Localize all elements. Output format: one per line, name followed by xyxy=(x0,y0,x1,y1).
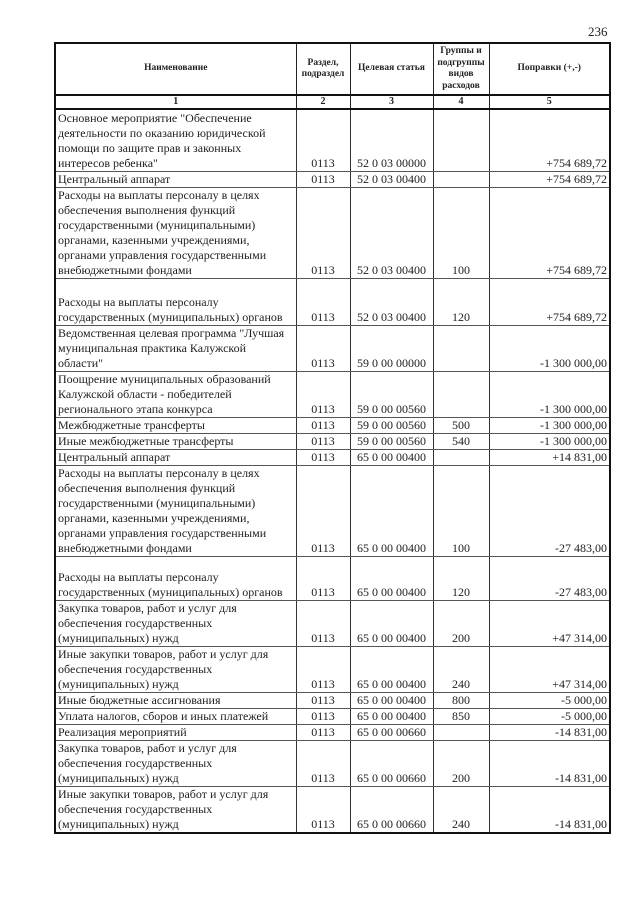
row-section: 0113 xyxy=(296,109,350,171)
row-group: 240 xyxy=(433,646,489,692)
row-name: Основное мероприятие "Обеспечение деятельности по оказанию юридической помощи по защите прав и законных интересов ребенка" xyxy=(55,109,296,171)
row-amount: -14 831,00 xyxy=(489,740,610,786)
row-amount: -5 000,00 xyxy=(489,692,610,708)
row-group: 800 xyxy=(433,692,489,708)
row-group xyxy=(433,325,489,371)
row-section: 0113 xyxy=(296,417,350,433)
table-row xyxy=(55,786,610,833)
header-section: Раздел, подраздел xyxy=(296,43,350,95)
row-amount: -14 831,00 xyxy=(489,724,610,740)
row-amount: -27 483,00 xyxy=(489,465,610,556)
table-row xyxy=(55,171,610,187)
row-section: 0113 xyxy=(296,171,350,187)
row-amount: -1 300 000,00 xyxy=(489,371,610,417)
table-row xyxy=(55,417,610,433)
row-group xyxy=(433,724,489,740)
header-amount: Поправки (+,-) xyxy=(489,43,610,95)
table-row xyxy=(55,724,610,740)
row-section: 0113 xyxy=(296,325,350,371)
row-name: Расходы на выплаты персоналу в целях обеспечения выполнения функций государственными (муниципальными) органами, казенными учреждениями, органами управления государственными внебюджетными фондами xyxy=(55,187,296,278)
row-group: 200 xyxy=(433,600,489,646)
row-group: 100 xyxy=(433,465,489,556)
row-name: Иные закупки товаров, работ и услуг для обеспечения государственных (муниципальных) нужд xyxy=(55,786,296,833)
column-number: 5 xyxy=(489,95,610,109)
row-amount: +754 689,72 xyxy=(489,278,610,325)
row-article: 52 0 03 00000 xyxy=(350,109,433,171)
row-section: 0113 xyxy=(296,724,350,740)
row-name: Закупка товаров, работ и услуг для обеспечения государственных (муниципальных) нужд xyxy=(55,600,296,646)
row-group xyxy=(433,109,489,171)
row-group: 240 xyxy=(433,786,489,833)
row-name: Иные межбюджетные трансферты xyxy=(55,433,296,449)
column-number: 4 xyxy=(433,95,489,109)
row-name: Поощрение муниципальных образований Калужской области - победителей регионального этапа конкурса xyxy=(55,371,296,417)
table-body xyxy=(55,109,610,833)
row-name: Расходы на выплаты персоналу в целях обеспечения выполнения функций государственными (муниципальными) органами, казенными учреждениями, органами управления государственными внебюджетными фондами xyxy=(55,465,296,556)
row-article: 65 0 00 00400 xyxy=(350,646,433,692)
row-name: Центральный аппарат xyxy=(55,449,296,465)
column-number: 3 xyxy=(350,95,433,109)
budget-amendments-table xyxy=(54,42,611,834)
column-number: 2 xyxy=(296,95,350,109)
row-name: Иные закупки товаров, работ и услуг для обеспечения государственных (муниципальных) нужд xyxy=(55,646,296,692)
row-group: 540 xyxy=(433,433,489,449)
row-name: Иные бюджетные ассигнования xyxy=(55,692,296,708)
row-article: 52 0 03 00400 xyxy=(350,171,433,187)
row-article: 52 0 03 00400 xyxy=(350,187,433,278)
table-row xyxy=(55,600,610,646)
row-section: 0113 xyxy=(296,187,350,278)
table-row xyxy=(55,109,610,171)
row-section: 0113 xyxy=(296,449,350,465)
row-article: 65 0 00 00400 xyxy=(350,600,433,646)
row-article: 59 0 00 00560 xyxy=(350,371,433,417)
header-row xyxy=(55,43,610,95)
table-row xyxy=(55,465,610,556)
row-amount: +47 314,00 xyxy=(489,600,610,646)
row-group: 500 xyxy=(433,417,489,433)
table-row xyxy=(55,708,610,724)
row-amount: +754 689,72 xyxy=(489,171,610,187)
header-article: Целевая статья xyxy=(350,43,433,95)
row-amount: +47 314,00 xyxy=(489,646,610,692)
table-row xyxy=(55,187,610,278)
row-article: 65 0 00 00400 xyxy=(350,708,433,724)
table-row xyxy=(55,740,610,786)
row-section: 0113 xyxy=(296,556,350,600)
column-number: 1 xyxy=(55,95,296,109)
row-article: 59 0 00 00560 xyxy=(350,417,433,433)
row-amount: -1 300 000,00 xyxy=(489,433,610,449)
row-group xyxy=(433,371,489,417)
row-article: 65 0 00 00400 xyxy=(350,692,433,708)
row-article: 65 0 00 00660 xyxy=(350,724,433,740)
row-section: 0113 xyxy=(296,708,350,724)
row-amount: -1 300 000,00 xyxy=(489,325,610,371)
row-amount: +754 689,72 xyxy=(489,187,610,278)
row-amount: +754 689,72 xyxy=(489,109,610,171)
row-article: 65 0 00 00660 xyxy=(350,740,433,786)
row-name: Расходы на выплаты персоналу государственных (муниципальных) органов xyxy=(55,278,296,325)
row-article: 52 0 03 00400 xyxy=(350,278,433,325)
row-section: 0113 xyxy=(296,692,350,708)
row-name: Центральный аппарат xyxy=(55,171,296,187)
table-row xyxy=(55,278,610,325)
table-row xyxy=(55,556,610,600)
row-group: 120 xyxy=(433,556,489,600)
table-row xyxy=(55,371,610,417)
column-number-row xyxy=(55,95,610,109)
row-section: 0113 xyxy=(296,600,350,646)
table-row xyxy=(55,692,610,708)
table-row xyxy=(55,433,610,449)
row-section: 0113 xyxy=(296,646,350,692)
header-name: Наименование xyxy=(55,43,296,95)
row-name: Уплата налогов, сборов и иных платежей xyxy=(55,708,296,724)
row-group: 120 xyxy=(433,278,489,325)
row-section: 0113 xyxy=(296,433,350,449)
row-article: 59 0 00 00560 xyxy=(350,433,433,449)
row-amount: -5 000,00 xyxy=(489,708,610,724)
row-name: Реализация мероприятий xyxy=(55,724,296,740)
row-article: 59 0 00 00000 xyxy=(350,325,433,371)
row-section: 0113 xyxy=(296,740,350,786)
row-name: Расходы на выплаты персоналу государственных (муниципальных) органов xyxy=(55,556,296,600)
row-article: 65 0 00 00400 xyxy=(350,465,433,556)
row-group: 850 xyxy=(433,708,489,724)
row-section: 0113 xyxy=(296,278,350,325)
row-amount: -14 831,00 xyxy=(489,786,610,833)
row-name: Закупка товаров, работ и услуг для обеспечения государственных (муниципальных) нужд xyxy=(55,740,296,786)
row-section: 0113 xyxy=(296,465,350,556)
page-number: 236 xyxy=(588,24,608,39)
table-row xyxy=(55,449,610,465)
row-section: 0113 xyxy=(296,786,350,833)
row-group: 200 xyxy=(433,740,489,786)
row-name: Межбюджетные трансферты xyxy=(55,417,296,433)
row-amount: +14 831,00 xyxy=(489,449,610,465)
row-name: Ведомственная целевая программа "Лучшая муниципальная практика Калужской области" xyxy=(55,325,296,371)
row-amount: -27 483,00 xyxy=(489,556,610,600)
row-article: 65 0 00 00660 xyxy=(350,786,433,833)
row-article: 65 0 00 00400 xyxy=(350,556,433,600)
row-article: 65 0 00 00400 xyxy=(350,449,433,465)
table-row xyxy=(55,325,610,371)
table-row xyxy=(55,646,610,692)
row-section: 0113 xyxy=(296,371,350,417)
row-amount: -1 300 000,00 xyxy=(489,417,610,433)
row-group xyxy=(433,171,489,187)
row-group: 100 xyxy=(433,187,489,278)
row-group xyxy=(433,449,489,465)
header-group: Группы и подгруппы видов расходов xyxy=(433,43,489,95)
